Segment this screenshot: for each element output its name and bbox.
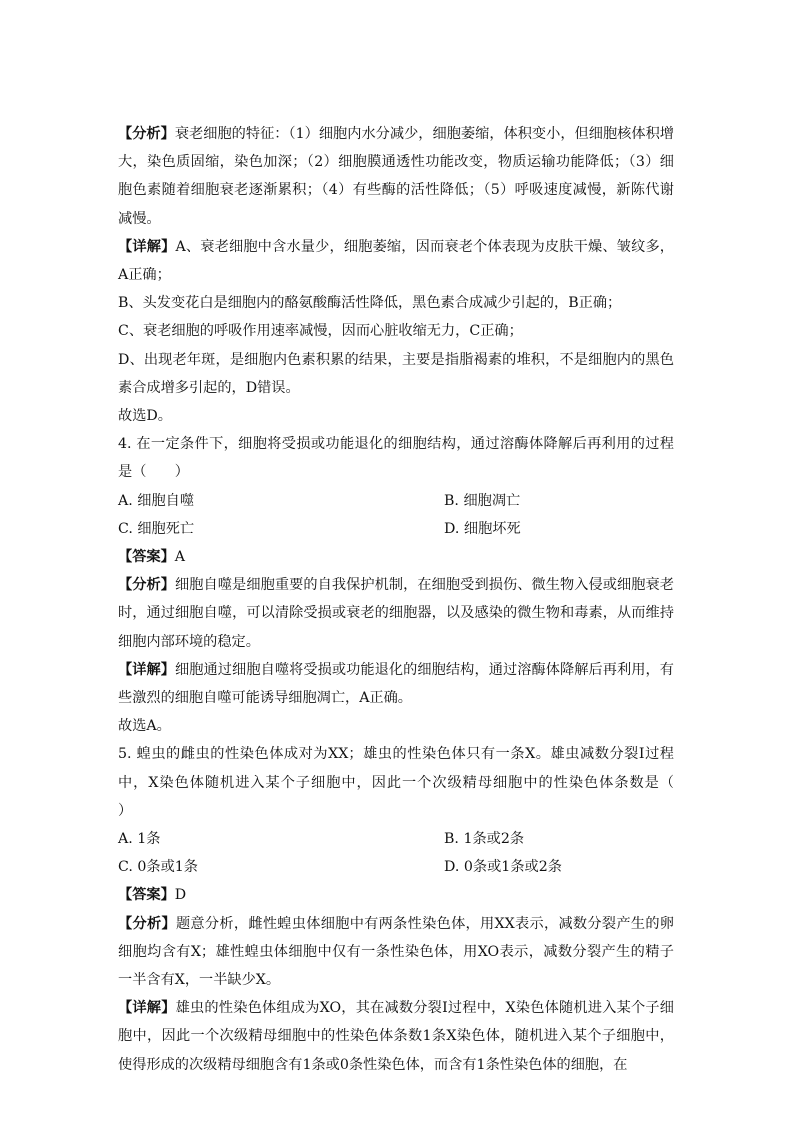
answer-paragraph xyxy=(118,881,674,909)
section-tag: 【详解】 xyxy=(118,238,176,255)
detail-item-d xyxy=(118,346,674,402)
option-c: C. 细胞死亡 xyxy=(118,520,195,537)
question-4-options-row-1 xyxy=(118,487,674,515)
paragraph-text: C、衰老细胞的呼吸作用速率减慢，因而心脏收缩无力，C正确； xyxy=(118,323,523,340)
section-tag: 【答案】 xyxy=(118,549,175,566)
option-b: B. 1条或2条 xyxy=(444,831,525,848)
answer-paragraph xyxy=(118,543,674,571)
paragraph-text: A、衰老细胞中含水量少，细胞萎缩，因而衰老个体表现为皮肤干燥、皱纹多，A正确； xyxy=(118,238,674,284)
detail-paragraph xyxy=(118,233,674,289)
analysis-paragraph xyxy=(118,571,674,656)
section-tag: 【详解】 xyxy=(118,1000,176,1017)
paragraph-text: D、出现老年斑，是细胞内色素积累的结果，主要是指脂褐素的堆积，不是细胞内的黑色素合成增多引起的，D错误。 xyxy=(118,351,674,396)
detail-item-b xyxy=(118,289,674,317)
analysis-paragraph xyxy=(118,910,674,995)
section-tag: 【分析】 xyxy=(118,126,175,142)
question-text: 4. 在一定条件下，细胞将受损或功能退化的细胞结构，通过溶酶体降解后再利用的过程是（ ） xyxy=(118,436,674,481)
detail-paragraph xyxy=(118,994,674,1079)
answer-text: D xyxy=(174,887,187,904)
question-4-options-row-2 xyxy=(118,515,674,543)
choice-conclusion xyxy=(118,402,674,430)
option-c: C. 0条或1条 xyxy=(118,859,198,876)
option-b: B. 细胞凋亡 xyxy=(444,492,521,509)
question-5-options-row-1 xyxy=(118,825,674,853)
detail-item-c xyxy=(118,317,674,345)
option-a: A. 细胞自噬 xyxy=(118,492,195,509)
section-tag: 【答案】 xyxy=(118,887,175,904)
option-d: D. 0条或1条或2条 xyxy=(444,859,562,876)
paragraph-text: 雄虫的性染色体组成为XO，其在减数分裂I过程中，X染色体随机进入某个子细胞中，因此一个次级精母细胞中的性染色体条数1条X染色体，随机进入某个子细胞中，使得形成的次级精母细胞含有1条或0条性染色体，而含有1条性染色体的细胞，在 xyxy=(118,1000,674,1073)
document-page xyxy=(118,120,703,1079)
question-4-stem xyxy=(118,430,674,486)
paragraph-text: 细胞自噬是细胞重要的自我保护机制，在细胞受到损伤、微生物入侵或细胞衰老时，通过细胞自噬，可以清除受损或衰老的细胞器，以及感染的微生物和毒素，从而维持细胞内部环境的稳定。 xyxy=(118,577,674,650)
paragraph-text: 衰老细胞的特征：（1）细胞内水分减少，细胞萎缩，体积变小，但细胞核体积增大，染色质固缩，染色加深；（2）细胞膜通透性功能改变，物质运输功能降低；（3）细胞色素随着细胞衰老逐渐累积；（4）有些酶的活性降低；（5）呼吸速度减慢，新陈代谢减慢。 xyxy=(118,126,674,227)
analysis-paragraph xyxy=(118,120,674,233)
detail-paragraph xyxy=(118,656,674,712)
paragraph-text: 题意分析，雌性蝗虫体细胞中有两条性染色体，用XX表示，减数分裂产生的卵细胞均含有X；雄性蝗虫体细胞中仅有一条性染色体，用XO表示，减数分裂产生的精子一半含有X，一半缺少X。 xyxy=(118,915,674,989)
paragraph-text: 故选D。 xyxy=(118,408,172,425)
question-5-stem xyxy=(118,740,703,825)
section-tag: 【分析】 xyxy=(118,577,176,594)
paragraph-text: 故选A。 xyxy=(118,718,171,735)
section-tag: 【详解】 xyxy=(118,661,176,678)
option-a: A. 1条 xyxy=(118,831,161,848)
answer-text: A xyxy=(174,549,186,566)
option-d: D. 细胞坏死 xyxy=(444,520,521,537)
question-text: 5. 蝗虫的雌虫的性染色体成对为XX；雄虫的性染色体只有一条X。雄虫减数分裂I过程中，X染色体随机进入某个子细胞中，因此一个次级精母细胞中的性染色体条数是（ ） xyxy=(118,746,703,819)
paragraph-text: B、头发变花白是细胞内的酪氨酸酶活性降低，黑色素合成减少引起的，B正确； xyxy=(118,295,622,312)
choice-conclusion xyxy=(118,712,674,740)
section-tag: 【分析】 xyxy=(118,915,176,932)
question-5-options-row-2 xyxy=(118,853,674,881)
paragraph-text: 细胞通过细胞自噬将受损或功能退化的细胞结构，通过溶酶体降解后再利用，有些激烈的细胞自噬可能诱导细胞凋亡，A正确。 xyxy=(118,661,674,707)
